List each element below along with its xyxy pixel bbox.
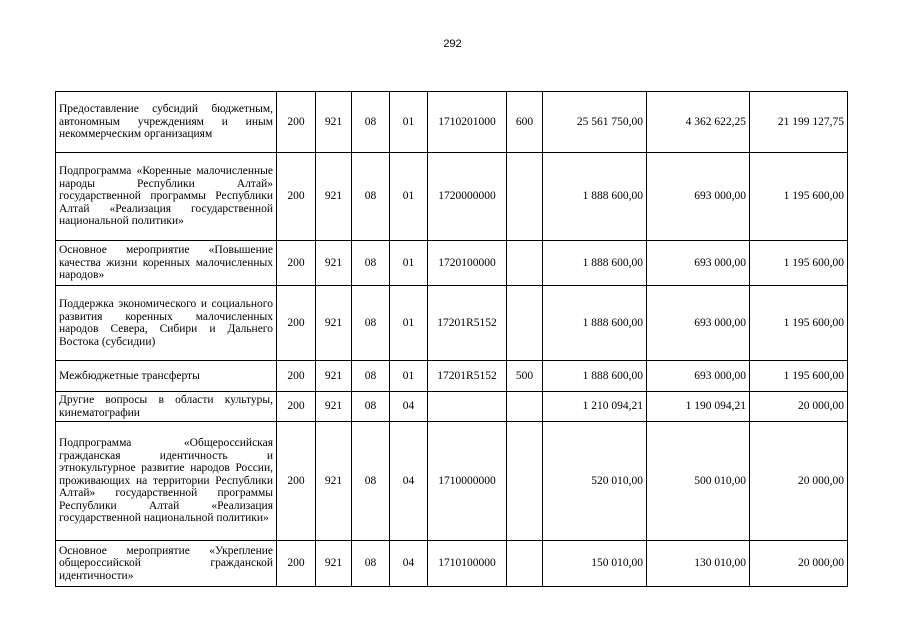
row-name: Поддержка экономического и социального развития коренных малочисленных народов Севера, Сибири и Дальнего Востока (субсидии) <box>56 286 277 361</box>
cell-rz: 08 <box>352 92 390 153</box>
cell-ved: 200 <box>277 153 316 241</box>
cell-rz: 08 <box>352 392 390 422</box>
table-row <box>56 361 848 392</box>
cell-rz: 08 <box>352 153 390 241</box>
cell-glava: 921 <box>316 241 352 286</box>
cell-vr: 500 <box>507 361 543 392</box>
cell-glava: 921 <box>316 92 352 153</box>
cell-pr: 04 <box>390 541 428 587</box>
cell-vr <box>507 241 543 286</box>
cell-sum-1: 1 210 094,21 <box>543 392 647 422</box>
cell-sum-2: 693 000,00 <box>647 153 750 241</box>
cell-ved: 200 <box>277 241 316 286</box>
cell-csr: 17201R5152 <box>428 286 507 361</box>
cell-sum-3: 20 000,00 <box>750 422 848 541</box>
cell-sum-2: 693 000,00 <box>647 286 750 361</box>
cell-sum-1: 1 888 600,00 <box>543 361 647 392</box>
cell-csr: 1720000000 <box>428 153 507 241</box>
cell-vr <box>507 541 543 587</box>
row-name: Подпрограмма «Коренные малочисленные народы Республики Алтай» государственной программы Республики Алтай «Реализация государственной национальной политики» <box>56 153 277 241</box>
cell-csr: 1720100000 <box>428 241 507 286</box>
budget-table <box>55 91 848 587</box>
cell-pr: 04 <box>390 392 428 422</box>
row-name: Другие вопросы в области культуры, кинематографии <box>56 392 277 422</box>
cell-ved: 200 <box>277 286 316 361</box>
cell-ved: 200 <box>277 541 316 587</box>
cell-sum-3: 1 195 600,00 <box>750 153 848 241</box>
cell-csr: 17201R5152 <box>428 361 507 392</box>
cell-rz: 08 <box>352 241 390 286</box>
cell-sum-3: 20 000,00 <box>750 541 848 587</box>
cell-sum-1: 1 888 600,00 <box>543 241 647 286</box>
table-row <box>56 92 848 153</box>
row-name: Предоставление субсидий бюджетным, автономным учреждениям и иным некоммерческим организациям <box>56 92 277 153</box>
row-name: Подпрограмма «Общероссийская гражданская идентичность и этнокультурное развитие народов России, проживающих на территории Республики Алтай» государственной программы Республики Алтай «Реализация государственной национальной политики» <box>56 422 277 541</box>
cell-vr <box>507 153 543 241</box>
cell-sum-3: 1 195 600,00 <box>750 241 848 286</box>
cell-vr <box>507 392 543 422</box>
cell-sum-1: 1 888 600,00 <box>543 153 647 241</box>
cell-sum-2: 500 010,00 <box>647 422 750 541</box>
cell-sum-2: 693 000,00 <box>647 241 750 286</box>
cell-sum-2: 130 010,00 <box>647 541 750 587</box>
cell-pr: 04 <box>390 422 428 541</box>
cell-sum-2: 1 190 094,21 <box>647 392 750 422</box>
cell-pr: 01 <box>390 361 428 392</box>
cell-rz: 08 <box>352 361 390 392</box>
cell-csr: 1710201000 <box>428 92 507 153</box>
cell-sum-3: 20 000,00 <box>750 392 848 422</box>
cell-sum-2: 4 362 622,25 <box>647 92 750 153</box>
cell-sum-3: 21 199 127,75 <box>750 92 848 153</box>
cell-glava: 921 <box>316 361 352 392</box>
cell-glava: 921 <box>316 286 352 361</box>
cell-glava: 921 <box>316 422 352 541</box>
cell-ved: 200 <box>277 92 316 153</box>
cell-ved: 200 <box>277 422 316 541</box>
cell-ved: 200 <box>277 361 316 392</box>
cell-pr: 01 <box>390 92 428 153</box>
cell-pr: 01 <box>390 286 428 361</box>
cell-pr: 01 <box>390 241 428 286</box>
table-row <box>56 286 848 361</box>
cell-csr: 1710100000 <box>428 541 507 587</box>
cell-sum-3: 1 195 600,00 <box>750 361 848 392</box>
cell-rz: 08 <box>352 422 390 541</box>
row-name: Основное мероприятие «Укрепление общероссийской гражданской идентичности» <box>56 541 277 587</box>
cell-vr <box>507 286 543 361</box>
table-row <box>56 392 848 422</box>
cell-rz: 08 <box>352 541 390 587</box>
cell-sum-1: 1 888 600,00 <box>543 286 647 361</box>
table-row <box>56 153 848 241</box>
cell-csr <box>428 392 507 422</box>
cell-glava: 921 <box>316 153 352 241</box>
cell-glava: 921 <box>316 392 352 422</box>
cell-sum-1: 25 561 750,00 <box>543 92 647 153</box>
cell-sum-1: 150 010,00 <box>543 541 647 587</box>
cell-sum-2: 693 000,00 <box>647 361 750 392</box>
table-row <box>56 541 848 587</box>
cell-rz: 08 <box>352 286 390 361</box>
cell-glava: 921 <box>316 541 352 587</box>
row-name: Основное мероприятие «Повышение качества жизни коренных малочисленных народов» <box>56 241 277 286</box>
cell-sum-3: 1 195 600,00 <box>750 286 848 361</box>
cell-vr <box>507 422 543 541</box>
cell-csr: 1710000000 <box>428 422 507 541</box>
page-number: 292 <box>443 38 462 50</box>
cell-sum-1: 520 010,00 <box>543 422 647 541</box>
table-row <box>56 422 848 541</box>
cell-ved: 200 <box>277 392 316 422</box>
row-name: Межбюджетные трансферты <box>56 361 277 392</box>
cell-pr: 01 <box>390 153 428 241</box>
table-row <box>56 241 848 286</box>
cell-vr: 600 <box>507 92 543 153</box>
